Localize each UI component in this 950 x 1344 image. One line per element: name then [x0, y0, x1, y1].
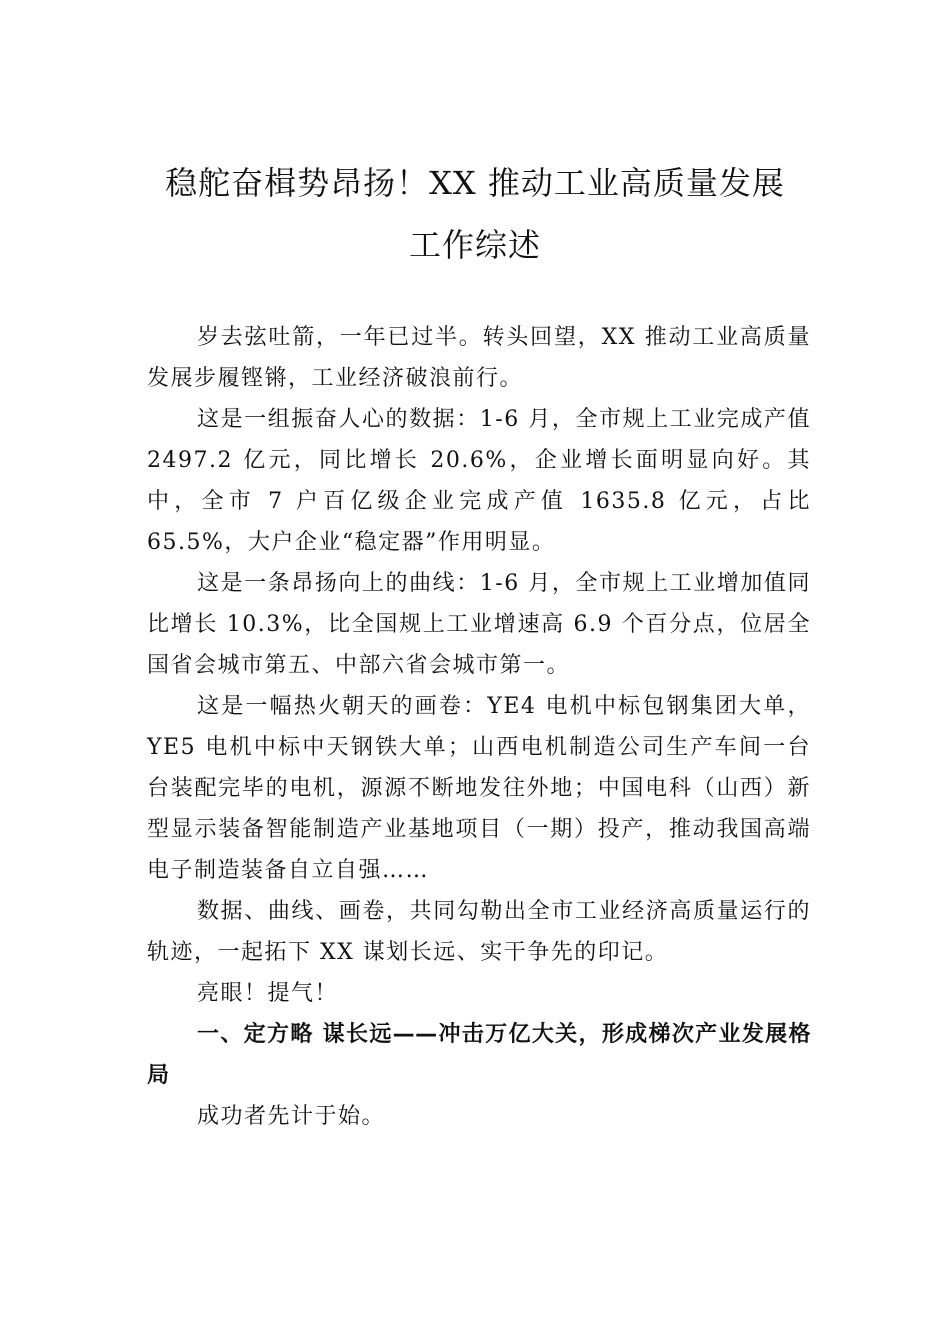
- document-title: [120, 152, 830, 276]
- paragraph-6: 亮眼！提气！: [197, 981, 339, 1006]
- document-body: [147, 317, 811, 1137]
- paragraph-4: 这是一幅热火朝天的画卷：YE4 电机中标包钢集团大单，YE5 电机中标中天钢铁大单；山西电机制造公司生产车间一台台装配完毕的电机，源源不断地发往外地；中国电科（山西）新型显示装备智能制造产业基地项目（一期）投产，推动我国高端电子制造装备自立自强……: [147, 694, 811, 883]
- section-heading: 一、定方略 谋长远——冲击万亿大关，形成梯次产业发展格局: [147, 1022, 811, 1088]
- paragraph-7: 成功者先计于始。: [197, 1104, 386, 1129]
- paragraph-1: 岁去弦吐箭，一年已过半。转头回望，XX 推动工业高质量发展步履铿锵，工业经济破浪前行。: [147, 325, 811, 391]
- paragraph-5: 数据、曲线、画卷，共同勾勒出全市工业经济高质量运行的轨迹，一起拓下 XX 谋划长远、实干争先的印记。: [147, 899, 811, 965]
- title-line-2: 工作综述: [408, 226, 541, 264]
- title-line-1: 稳舵奋楫势昂扬！XX 推动工业高质量发展: [165, 164, 785, 202]
- paragraph-2: 这是一组振奋人心的数据：1-6 月，全市规上工业完成产值 2497.2 亿元，同比增长 20.6%，企业增长面明显向好。其中，全市 7 户百亿级企业完成产值 1635.8 亿元，占比 65.5%，大户企业“稳定器”作用明显。: [147, 407, 811, 555]
- paragraph-3: 这是一条昂扬向上的曲线：1-6 月，全市规上工业增加值同比增长 10.3%，比全国规上工业增速高 6.9 个百分点，位居全国省会城市第五、中部六省会城市第一。: [147, 571, 811, 678]
